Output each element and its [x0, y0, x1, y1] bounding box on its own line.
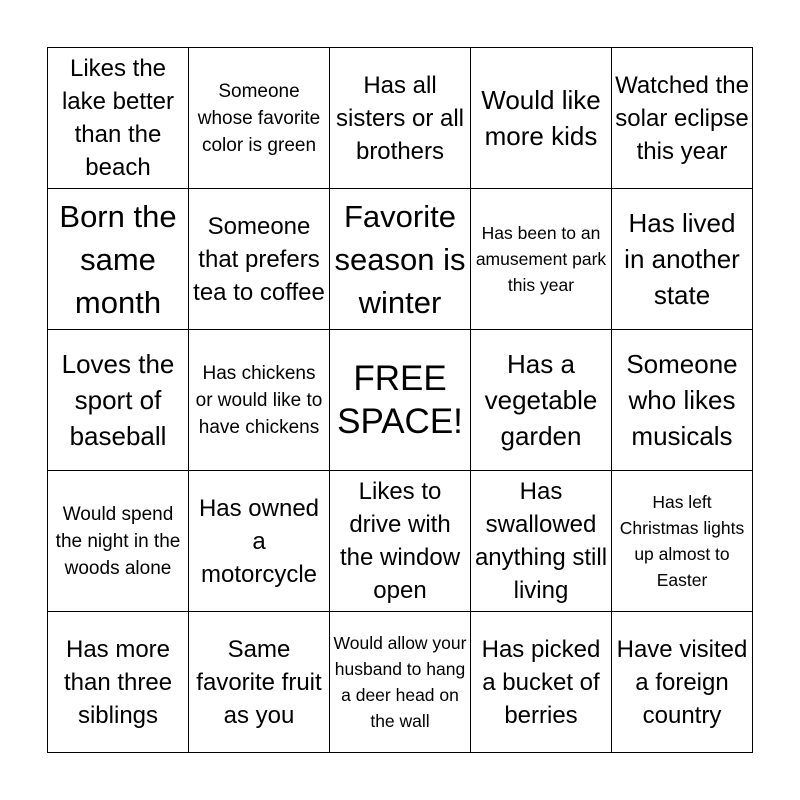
- bingo-cell-r4-c3[interactable]: Likes to drive with the window open: [330, 471, 471, 612]
- bingo-cell-r5-c1[interactable]: Has more than three siblings: [48, 612, 189, 753]
- bingo-cell-r1-c4[interactable]: Would like more kids: [471, 48, 612, 189]
- bingo-cell-r5-c3[interactable]: Would allow your husband to hang a deer head on the wall: [330, 612, 471, 753]
- bingo-cell-r5-c4[interactable]: Has picked a bucket of berries: [471, 612, 612, 753]
- bingo-cell-r1-c5[interactable]: Watched the solar eclipse this year: [612, 48, 753, 189]
- bingo-cell-r2-c1[interactable]: Born the same month: [48, 189, 189, 330]
- bingo-cell-r1-c2[interactable]: Someone whose favorite color is green: [189, 48, 330, 189]
- bingo-cell-r5-c5[interactable]: Have visited a foreign country: [612, 612, 753, 753]
- bingo-cell-r3-c4[interactable]: Has a vegetable garden: [471, 330, 612, 471]
- bingo-cell-r1-c1[interactable]: Likes the lake better than the beach: [48, 48, 189, 189]
- bingo-cell-r1-c3[interactable]: Has all sisters or all brothers: [330, 48, 471, 189]
- bingo-cell-r5-c2[interactable]: Same favorite fruit as you: [189, 612, 330, 753]
- bingo-cell-r4-c4[interactable]: Has swallowed anything still living: [471, 471, 612, 612]
- bingo-cell-r4-c2[interactable]: Has owned a motorcycle: [189, 471, 330, 612]
- free-space-cell[interactable]: FREE SPACE!: [330, 330, 471, 471]
- bingo-cell-r4-c1[interactable]: Would spend the night in the woods alone: [48, 471, 189, 612]
- bingo-cell-r3-c1[interactable]: Loves the sport of baseball: [48, 330, 189, 471]
- bingo-cell-r2-c2[interactable]: Someone that prefers tea to coffee: [189, 189, 330, 330]
- bingo-cell-r2-c3[interactable]: Favorite season is winter: [330, 189, 471, 330]
- bingo-cell-r3-c2[interactable]: Has chickens or would like to have chickens: [189, 330, 330, 471]
- bingo-cell-r4-c5[interactable]: Has left Christmas lights up almost to Easter: [612, 471, 753, 612]
- bingo-cell-r2-c4[interactable]: Has been to an amusement park this year: [471, 189, 612, 330]
- bingo-cell-r2-c5[interactable]: Has lived in another state: [612, 189, 753, 330]
- bingo-cell-r3-c5[interactable]: Someone who likes musicals: [612, 330, 753, 471]
- bingo-board: [47, 47, 753, 753]
